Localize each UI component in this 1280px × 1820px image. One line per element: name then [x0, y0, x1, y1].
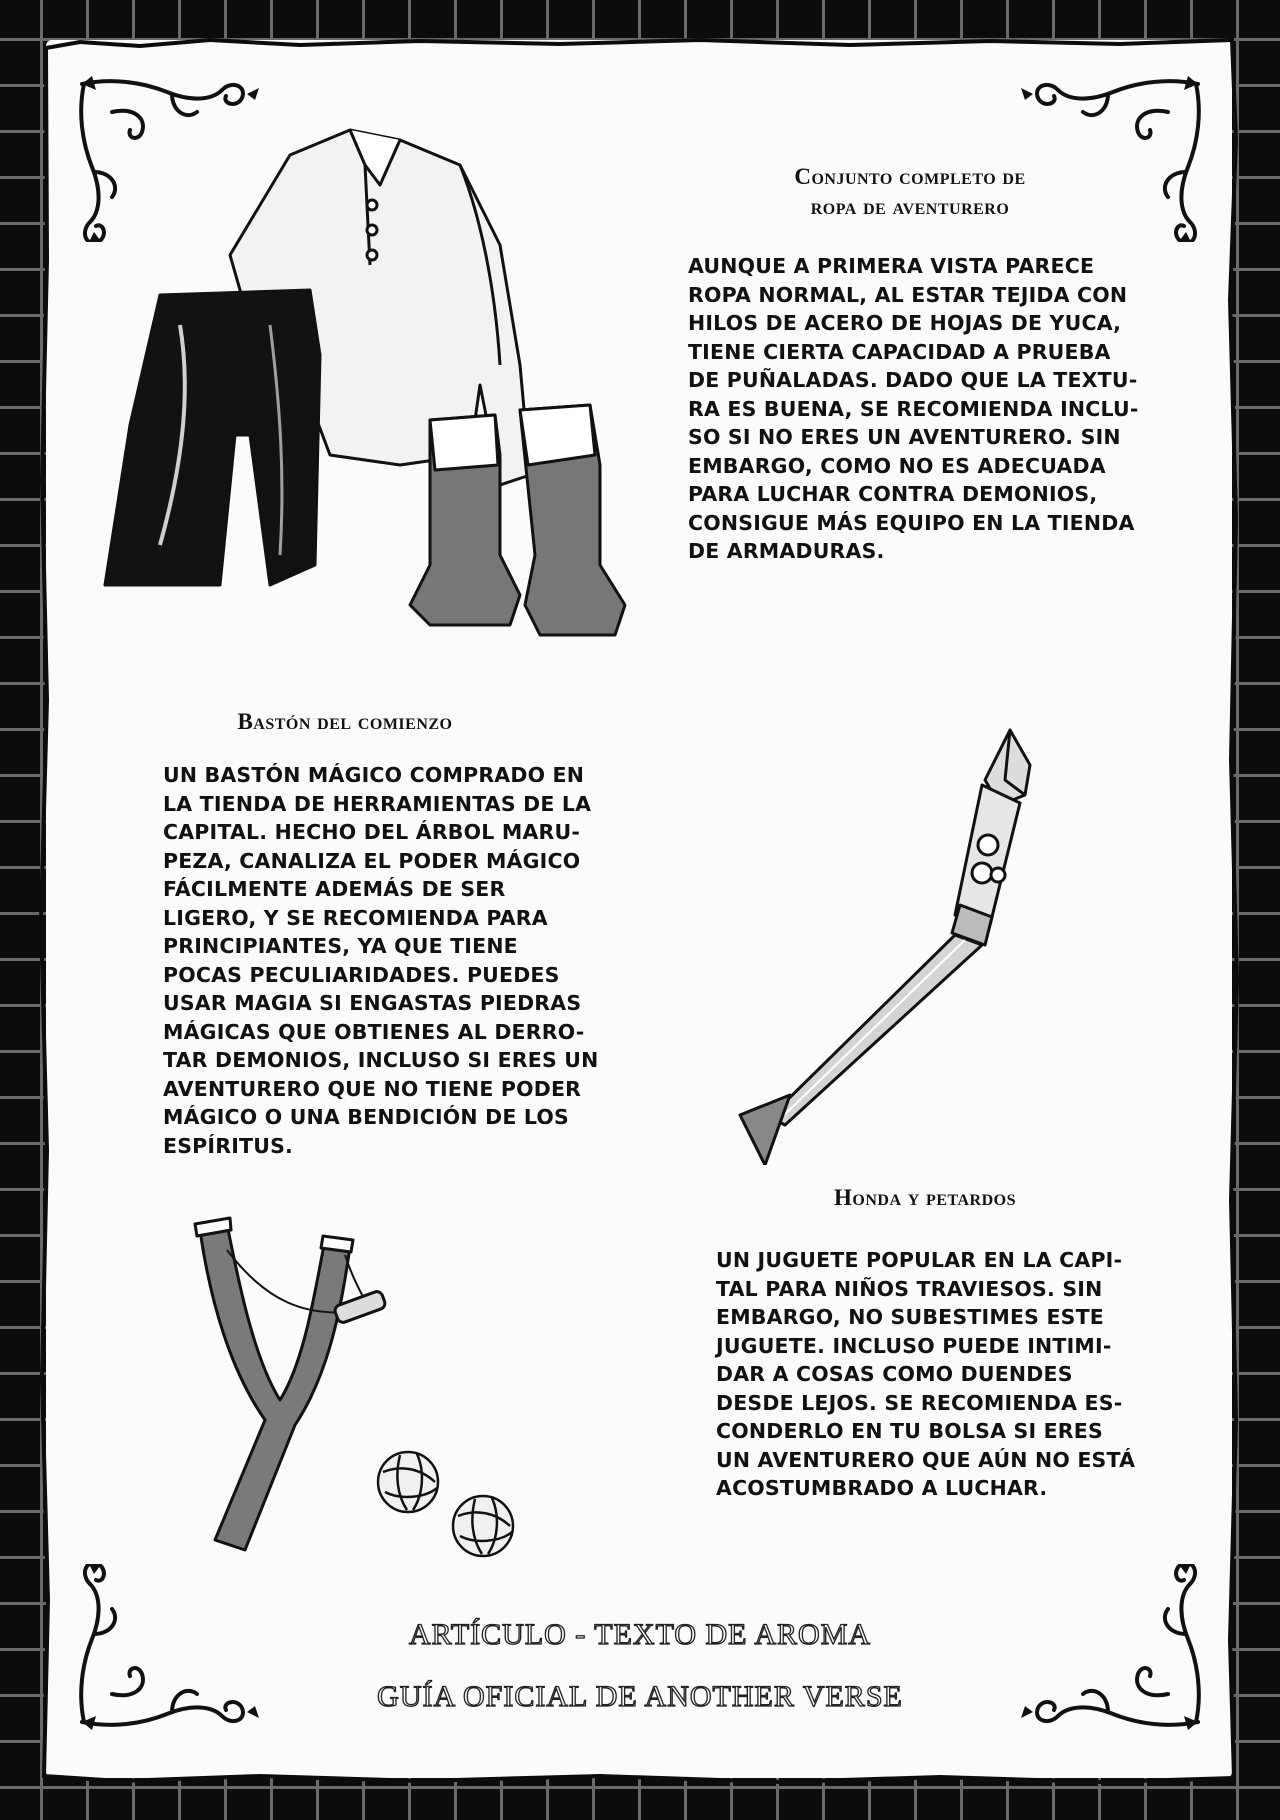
description-line: ROPA NORMAL, AL ESTAR TEJIDA CON: [688, 282, 1128, 307]
description-line: UN AVENTURERO QUE AÚN NO ESTÁ: [716, 1447, 1136, 1472]
description-line: CAPITAL. HECHO DEL ÁRBOL MARU-: [163, 820, 581, 844]
item-title-line: ropa de aventurero: [810, 194, 1010, 219]
description-line: CONDERLO EN TU BOLSA SI ERES: [716, 1419, 1103, 1443]
slingshot-illustration: [185, 1210, 565, 1570]
description-line: MÁGICAS QUE OBTIENES AL DERRO-: [163, 1019, 585, 1044]
footer-guide-title: GUÍA OFICIAL DE ANOTHER VERSE: [377, 1680, 903, 1713]
footer-section-title: ARTÍCULO - TEXTO DE AROMA: [408, 1618, 872, 1651]
description-line: PARA LUCHAR CONTRA DEMONIOS,: [688, 482, 1098, 506]
description-line: EMBARGO, COMO NO ES ADECUADA: [688, 453, 1106, 478]
description-line: TAL PARA NIÑOS TRAVIESOS. SIN: [716, 1276, 1103, 1301]
description-line: LIGERO, Y SE RECOMIENDA PARA: [163, 905, 548, 930]
description-line: LA TIENDA DE HERRAMIENTAS DE LA: [163, 791, 592, 816]
description-line: MÁGICO O UNA BENDICIÓN DE LOS: [163, 1105, 570, 1129]
description-line: USAR MAGIA SI ENGASTAS PIEDRAS: [163, 991, 582, 1015]
adventurer-clothes-illustration: [100, 125, 640, 655]
firecracker-ball-illustration: [378, 1452, 513, 1556]
description-line: PEZA, CANALIZA EL PODER MÁGICO: [163, 848, 581, 873]
description-line: FÁCILMENTE ADEMÁS DE SER: [163, 877, 506, 901]
description-line: DESDE LEJOS. SE RECOMIENDA ES-: [716, 1390, 1123, 1415]
description-line: RA ES BUENA, SE RECOMIENDA INCLU-: [688, 396, 1139, 421]
description-line: TAR DEMONIOS, INCLUSO SI ERES UN: [163, 1048, 599, 1072]
description-line: ESPÍRITUS.: [163, 1133, 294, 1158]
description-line: SO SI NO ERES UN AVENTURERO. SIN: [688, 425, 1121, 449]
item-title-clothes: [720, 162, 1100, 222]
description-line: DE ARMADURAS.: [688, 539, 885, 563]
description-line: POCAS PECULIARIDADES. PUEDES: [163, 962, 560, 987]
item-title-slingshot: [760, 1183, 1090, 1213]
item-title-staff: [160, 707, 530, 737]
item-description-slingshot: [716, 1246, 1135, 1503]
description-line: DAR A COSAS COMO DUENDES: [716, 1362, 1073, 1386]
item-title-line: Bastón del comienzo: [237, 709, 453, 734]
description-line: TIENE CIERTA CAPACIDAD A PRUEBA: [688, 339, 1111, 364]
item-title-line: Honda y petardos: [834, 1185, 1016, 1210]
description-line: UN BASTÓN MÁGICO COMPRADO EN: [163, 763, 585, 787]
description-line: PRINCIPIANTES, YA QUE TIENE: [163, 934, 518, 958]
description-line: JUGUETE. INCLUSO PUEDE INTIMI-: [716, 1333, 1112, 1358]
item-description-staff: [163, 761, 599, 1160]
description-line: UN JUGUETE POPULAR EN LA CAPI-: [716, 1248, 1123, 1272]
description-line: AVENTURERO QUE NO TIENE PODER: [163, 1076, 582, 1101]
description-line: DE PUÑALADAS. DADO QUE LA TEXTU-: [688, 368, 1138, 392]
description-line: AUNQUE A PRIMERA VISTA PARECE: [688, 254, 1095, 278]
description-line: EMBARGO, NO SUBESTIMES ESTE: [716, 1305, 1105, 1329]
description-line: ACOSTUMBRADO A LUCHAR.: [716, 1476, 1048, 1500]
description-line: HILOS DE ACERO DE HOJAS DE YUCA,: [688, 311, 1122, 335]
item-title-line: Conjunto completo de: [794, 164, 1026, 189]
item-description-clothes: [688, 252, 1139, 566]
description-line: CONSIGUE MÁS EQUIPO EN LA TIENDA: [688, 510, 1135, 535]
magic-staff-illustration: [720, 725, 1060, 1165]
